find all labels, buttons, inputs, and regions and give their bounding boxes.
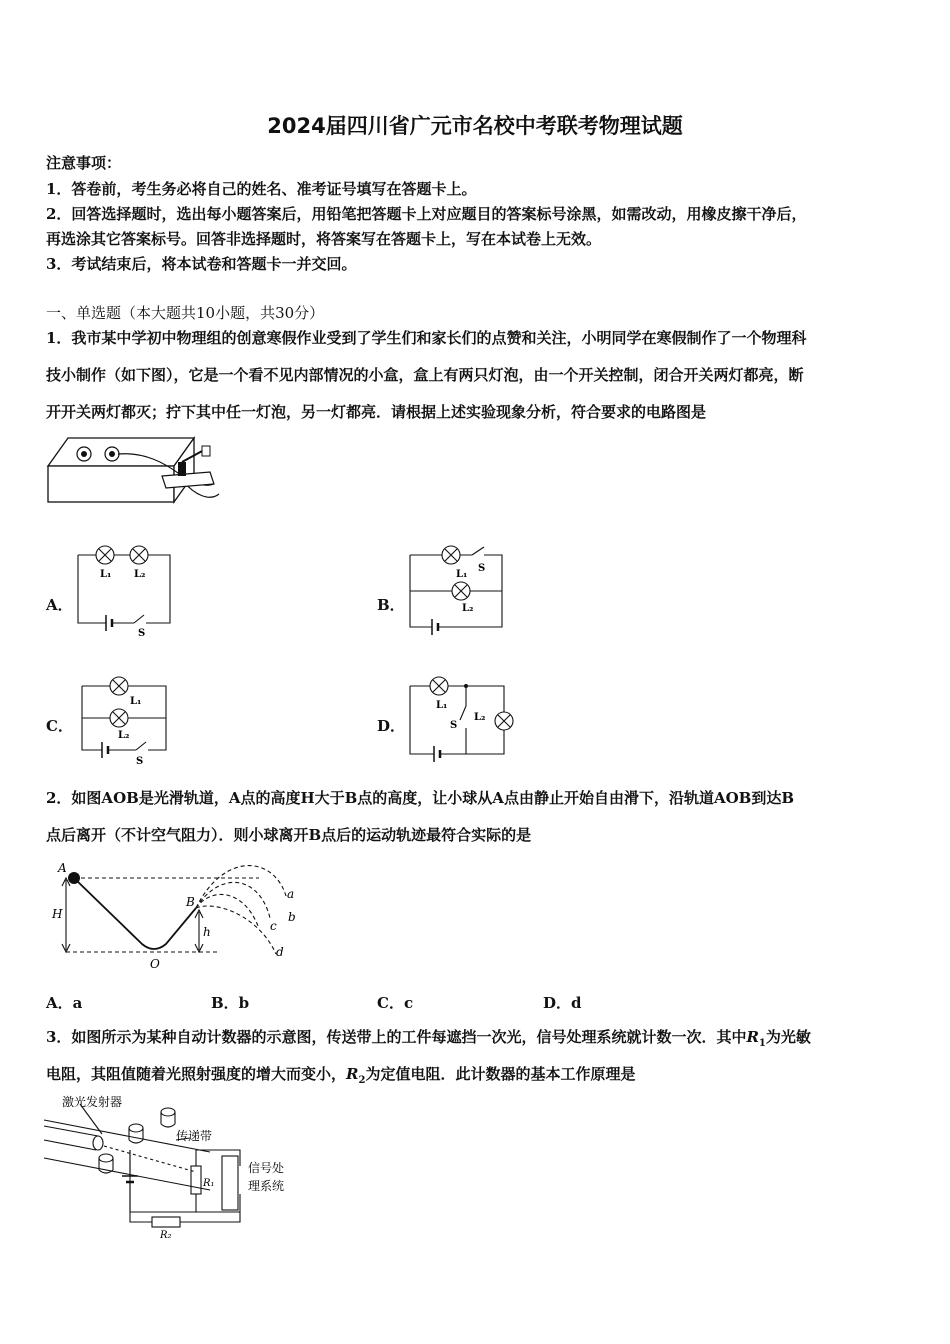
- q2-line: 2．如图AOB是光滑轨道，A点的高度H大于B点的高度，让小球从A点由静止开始自由滑下，沿轨道AOB到达B: [46, 789, 795, 807]
- q3-r1-label: R₁: [203, 1178, 215, 1189]
- q2-option-a: A．a: [46, 994, 83, 1012]
- q3-counter-figure: [40, 1092, 300, 1240]
- q1-box-figure: [44, 432, 224, 517]
- notice-item: 3．考试结束后，将本试卷和答题卡一并交回。: [46, 255, 357, 273]
- q1b-l1-label: L₁: [456, 569, 468, 580]
- q3-laser-label: 激光发射器: [62, 1095, 123, 1109]
- q3-line1-tail: 为光敏: [765, 1028, 811, 1046]
- q1-circuit-d: [404, 672, 529, 767]
- q1-line: 技小制作（如下图），它是一个看不见内部情况的小盒，盒上有两只灯泡，由一个开关控制，闭合开关两灯都亮，断: [46, 366, 804, 384]
- q2-h-big: H: [52, 907, 63, 921]
- q3-r1-symbol: R: [746, 1028, 759, 1046]
- q1c-l1-label: L₁: [130, 696, 142, 707]
- q1a-l1-label: L₁: [100, 569, 112, 580]
- q1b-s-label: S: [478, 563, 486, 574]
- q3-line-1: [46, 1026, 811, 1049]
- q1-option-d: D．: [377, 717, 406, 735]
- notice-item: 2．回答选择题时，选出每小题答案后，用铅笔把答题卡上对应题目的答案标号涂黑，如需改动，用橡皮擦干净后，: [46, 205, 807, 223]
- q1-circuit-a: [70, 543, 180, 638]
- q2-h-small: h: [203, 925, 211, 939]
- q3-line2-tail: 为定值电阻．此计数器的基本工作原理是: [365, 1065, 636, 1083]
- q2-a-point: A: [58, 861, 67, 875]
- q3-r2-subscript: 2: [358, 1075, 366, 1086]
- q1-line: 1．我市某中学初中物理组的创意寒假作业受到了学生们和家长们的点赞和关注，小明同学在寒假制作了一个物理科: [46, 329, 807, 347]
- q3-signal-label-1: 信号处: [248, 1161, 285, 1175]
- notice-item: 再选涂其它答案标号。回答非选择题时，将答案写在答题卡上，写在本试卷上无效。: [46, 230, 602, 248]
- q1-option-a: A．: [46, 596, 73, 614]
- q3-r1-subscript: 1: [758, 1038, 766, 1049]
- q1d-s-label: S: [450, 720, 458, 731]
- q2-line: 点后离开（不计空气阻力）．则小球离开B点后的运动轨迹最符合实际的是: [46, 826, 532, 844]
- q1b-l2-label: L₂: [462, 603, 474, 614]
- q3-line2-text: 电阻，其阻值随着光照射强度的增大而变小，: [46, 1065, 347, 1083]
- q1a-s-label: S: [138, 628, 146, 638]
- q1-line: 开开关两灯都灭；拧下其中任一灯泡，另一灯都亮．请根据上述实验现象分析，符合要求的电路图是: [46, 403, 707, 421]
- q2-path-b: b: [288, 910, 296, 924]
- notice-heading: 注意事项：: [46, 154, 122, 172]
- q1-option-b: B．: [377, 596, 405, 614]
- q1c-s-label: S: [136, 756, 144, 767]
- q2-path-c: c: [270, 919, 277, 933]
- q1a-l2-label: L₂: [134, 569, 146, 580]
- q1d-l1-label: L₁: [436, 700, 448, 711]
- q2-option-b: B．b: [211, 994, 250, 1012]
- q3-signal-label-2: 理系统: [248, 1179, 285, 1193]
- notice-item: 1．答卷前，考生务必将自己的姓名、准考证号填写在答题卡上。: [46, 180, 477, 198]
- q2-option-c: C．c: [377, 994, 414, 1012]
- q1d-l2-label: L₂: [474, 712, 486, 723]
- q1-circuit-b: [404, 543, 514, 638]
- section-heading: 一、单选题（本大题共10小题，共30分）: [46, 304, 325, 322]
- q2-b-point: B: [186, 895, 195, 909]
- q2-o-point: O: [150, 957, 160, 971]
- q3-line-2: [46, 1063, 635, 1086]
- q3-belt-label: 传递带: [176, 1129, 213, 1143]
- q2-option-d: D．d: [543, 994, 582, 1012]
- q1c-l2-label: L₂: [118, 730, 130, 741]
- q2-path-a: a: [287, 887, 295, 901]
- q3-line1-text: 3．如图所示为某种自动计数器的示意图，传送带上的工件每遮挡一次光，信号处理系统就计数一次．其中: [46, 1028, 747, 1046]
- q3-r2-symbol: R: [346, 1065, 359, 1083]
- page-title: 2024届四川省广元市名校中考联考物理试题: [267, 114, 683, 138]
- q3-r2-label: R₂: [160, 1230, 172, 1240]
- q1-circuit-c: [74, 672, 184, 767]
- q1-option-c: C．: [46, 717, 73, 735]
- q2-track-figure: [44, 856, 314, 976]
- q2-path-d: d: [276, 945, 284, 959]
